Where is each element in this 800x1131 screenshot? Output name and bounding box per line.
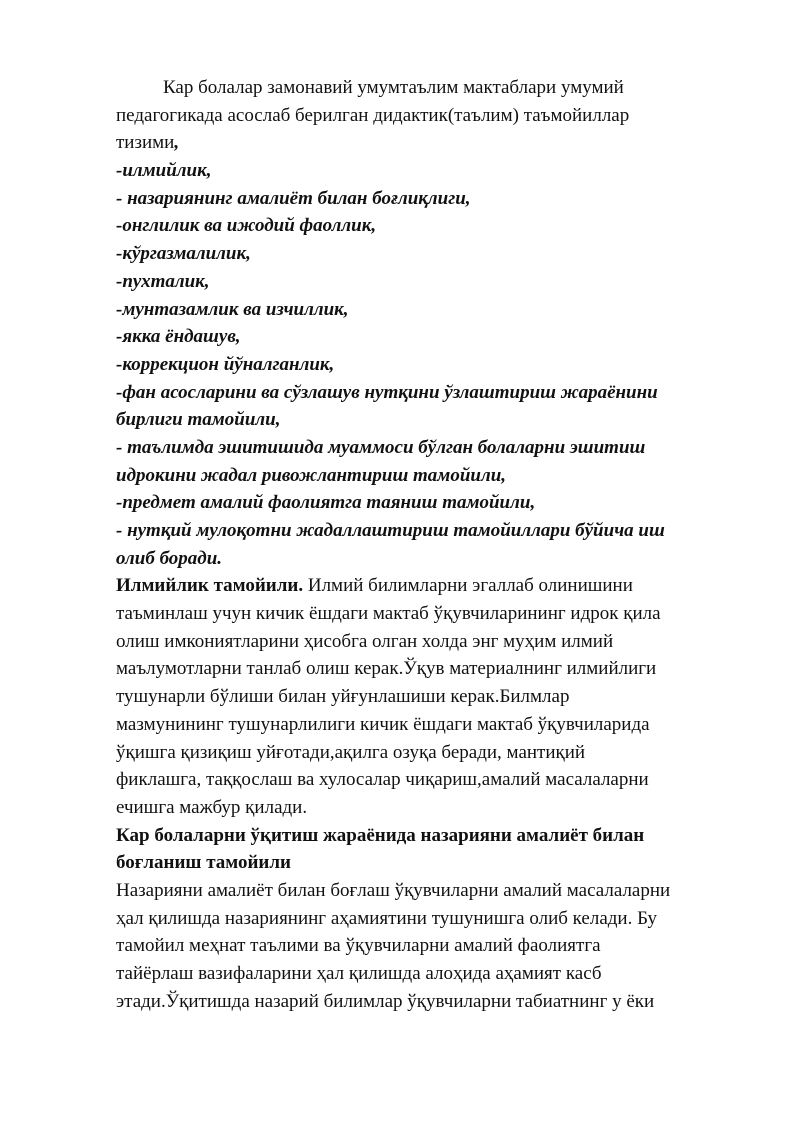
principle-item: -фан асосларини ва сўзлашув нутқини ўзлаштириш жараёнини bbox=[116, 381, 658, 403]
section-heading: Кар болаларни ўқитиш жараёнида назарияни амалиёт билан bbox=[116, 824, 645, 846]
principle-item: -предмет амалий фаолиятга таяниш тамойили, bbox=[116, 492, 536, 514]
intro-line: педагогикада асослаб берилган дидактик(таълим) таъмойиллар bbox=[116, 104, 630, 126]
section-text: Илмий билимларни эгаллаб олинишини bbox=[303, 575, 633, 597]
section-heading: боғланиш тамойили bbox=[116, 852, 291, 874]
principle-item: олиб боради. bbox=[116, 547, 223, 569]
intro-comma: , bbox=[174, 132, 180, 154]
principle-item: -мунтазамлик ва изчиллик, bbox=[116, 298, 349, 320]
principle-item: -коррекцион йўналганлик, bbox=[116, 353, 335, 375]
section-paragraph-line: ҳал қилишда назариянинг аҳамиятини тушунишга олиб келади. Бу bbox=[116, 907, 658, 929]
intro-line bbox=[116, 129, 746, 157]
section-paragraph-line: ечишга мажбур қилади. bbox=[116, 796, 308, 818]
section-heading: Илмийлик тамойили. bbox=[116, 575, 304, 597]
section-paragraph-line: этади.Ўқитишда назарий билимлар ўқувчиларни табиатнинг у ёки bbox=[116, 990, 655, 1012]
principle-item: -кўргазмалилик, bbox=[116, 243, 251, 265]
section-paragraph-line: тайёрлаш вазифаларини ҳал қилишда алоҳида аҳамият касб bbox=[116, 963, 602, 984]
section-paragraph-line: ўқишга қизиқиш уйғотади,ақилга озуқа беради, мантиқий bbox=[116, 741, 586, 763]
section-paragraph-line bbox=[116, 572, 746, 600]
intro-line: Кар болалар замонавий умумтаълим мактаблари умумий bbox=[163, 77, 624, 98]
principle-item: - таълимда эшитишида муаммоси бўлган болаларни эшитиш bbox=[116, 436, 646, 458]
section-paragraph-line: олиш имкониятларини ҳисобга олган холда энг муҳим илмий bbox=[116, 630, 614, 652]
principle-item: -илмийлик, bbox=[116, 160, 212, 182]
principle-item: -онглилик ва ижодий фаоллик, bbox=[116, 215, 377, 237]
section-paragraph-line: таъминлаш учун кичик ёшдаги мактаб ўқувчиларининг идрок қила bbox=[116, 603, 661, 625]
intro-text: тизими bbox=[116, 132, 175, 154]
section-paragraph-line: Назарияни амалиёт билан боғлаш ўқувчиларни амалий масалаларни bbox=[116, 879, 671, 901]
section-paragraph-line: маълумотларни танлаб олиш керак.Ўқув материалнинг илмийлиги bbox=[116, 658, 657, 680]
section-paragraph-line: фиклашга, таққослаш ва хулосалар чиқариш,амалий масалаларни bbox=[116, 769, 649, 791]
section-paragraph-line: мазмунининг тушунарлилиги кичик ёшдаги мактаб ўқувчиларида bbox=[116, 713, 650, 735]
section-paragraph-line: тамойил меҳнат таълими ва ўқувчиларни амалий фаолиятга bbox=[116, 935, 601, 957]
principle-item: бирлиги тамойили, bbox=[116, 409, 281, 431]
document-body bbox=[116, 74, 746, 1015]
principle-item: - назариянинг амалиёт билан боғлиқлиги, bbox=[116, 187, 471, 209]
section-paragraph-line: тушунарли бўлиши билан уйғунлашиши керак.Билмлар bbox=[116, 686, 570, 708]
principle-item: -пухталик, bbox=[116, 270, 210, 292]
principle-item: - нутқий мулоқотни жадаллаштириш тамойиллари бўйича иш bbox=[116, 520, 665, 541]
principle-item: идрокини жадал ривожлантириш тамойили, bbox=[116, 464, 507, 486]
principle-item: -якка ёндашув, bbox=[116, 326, 241, 348]
